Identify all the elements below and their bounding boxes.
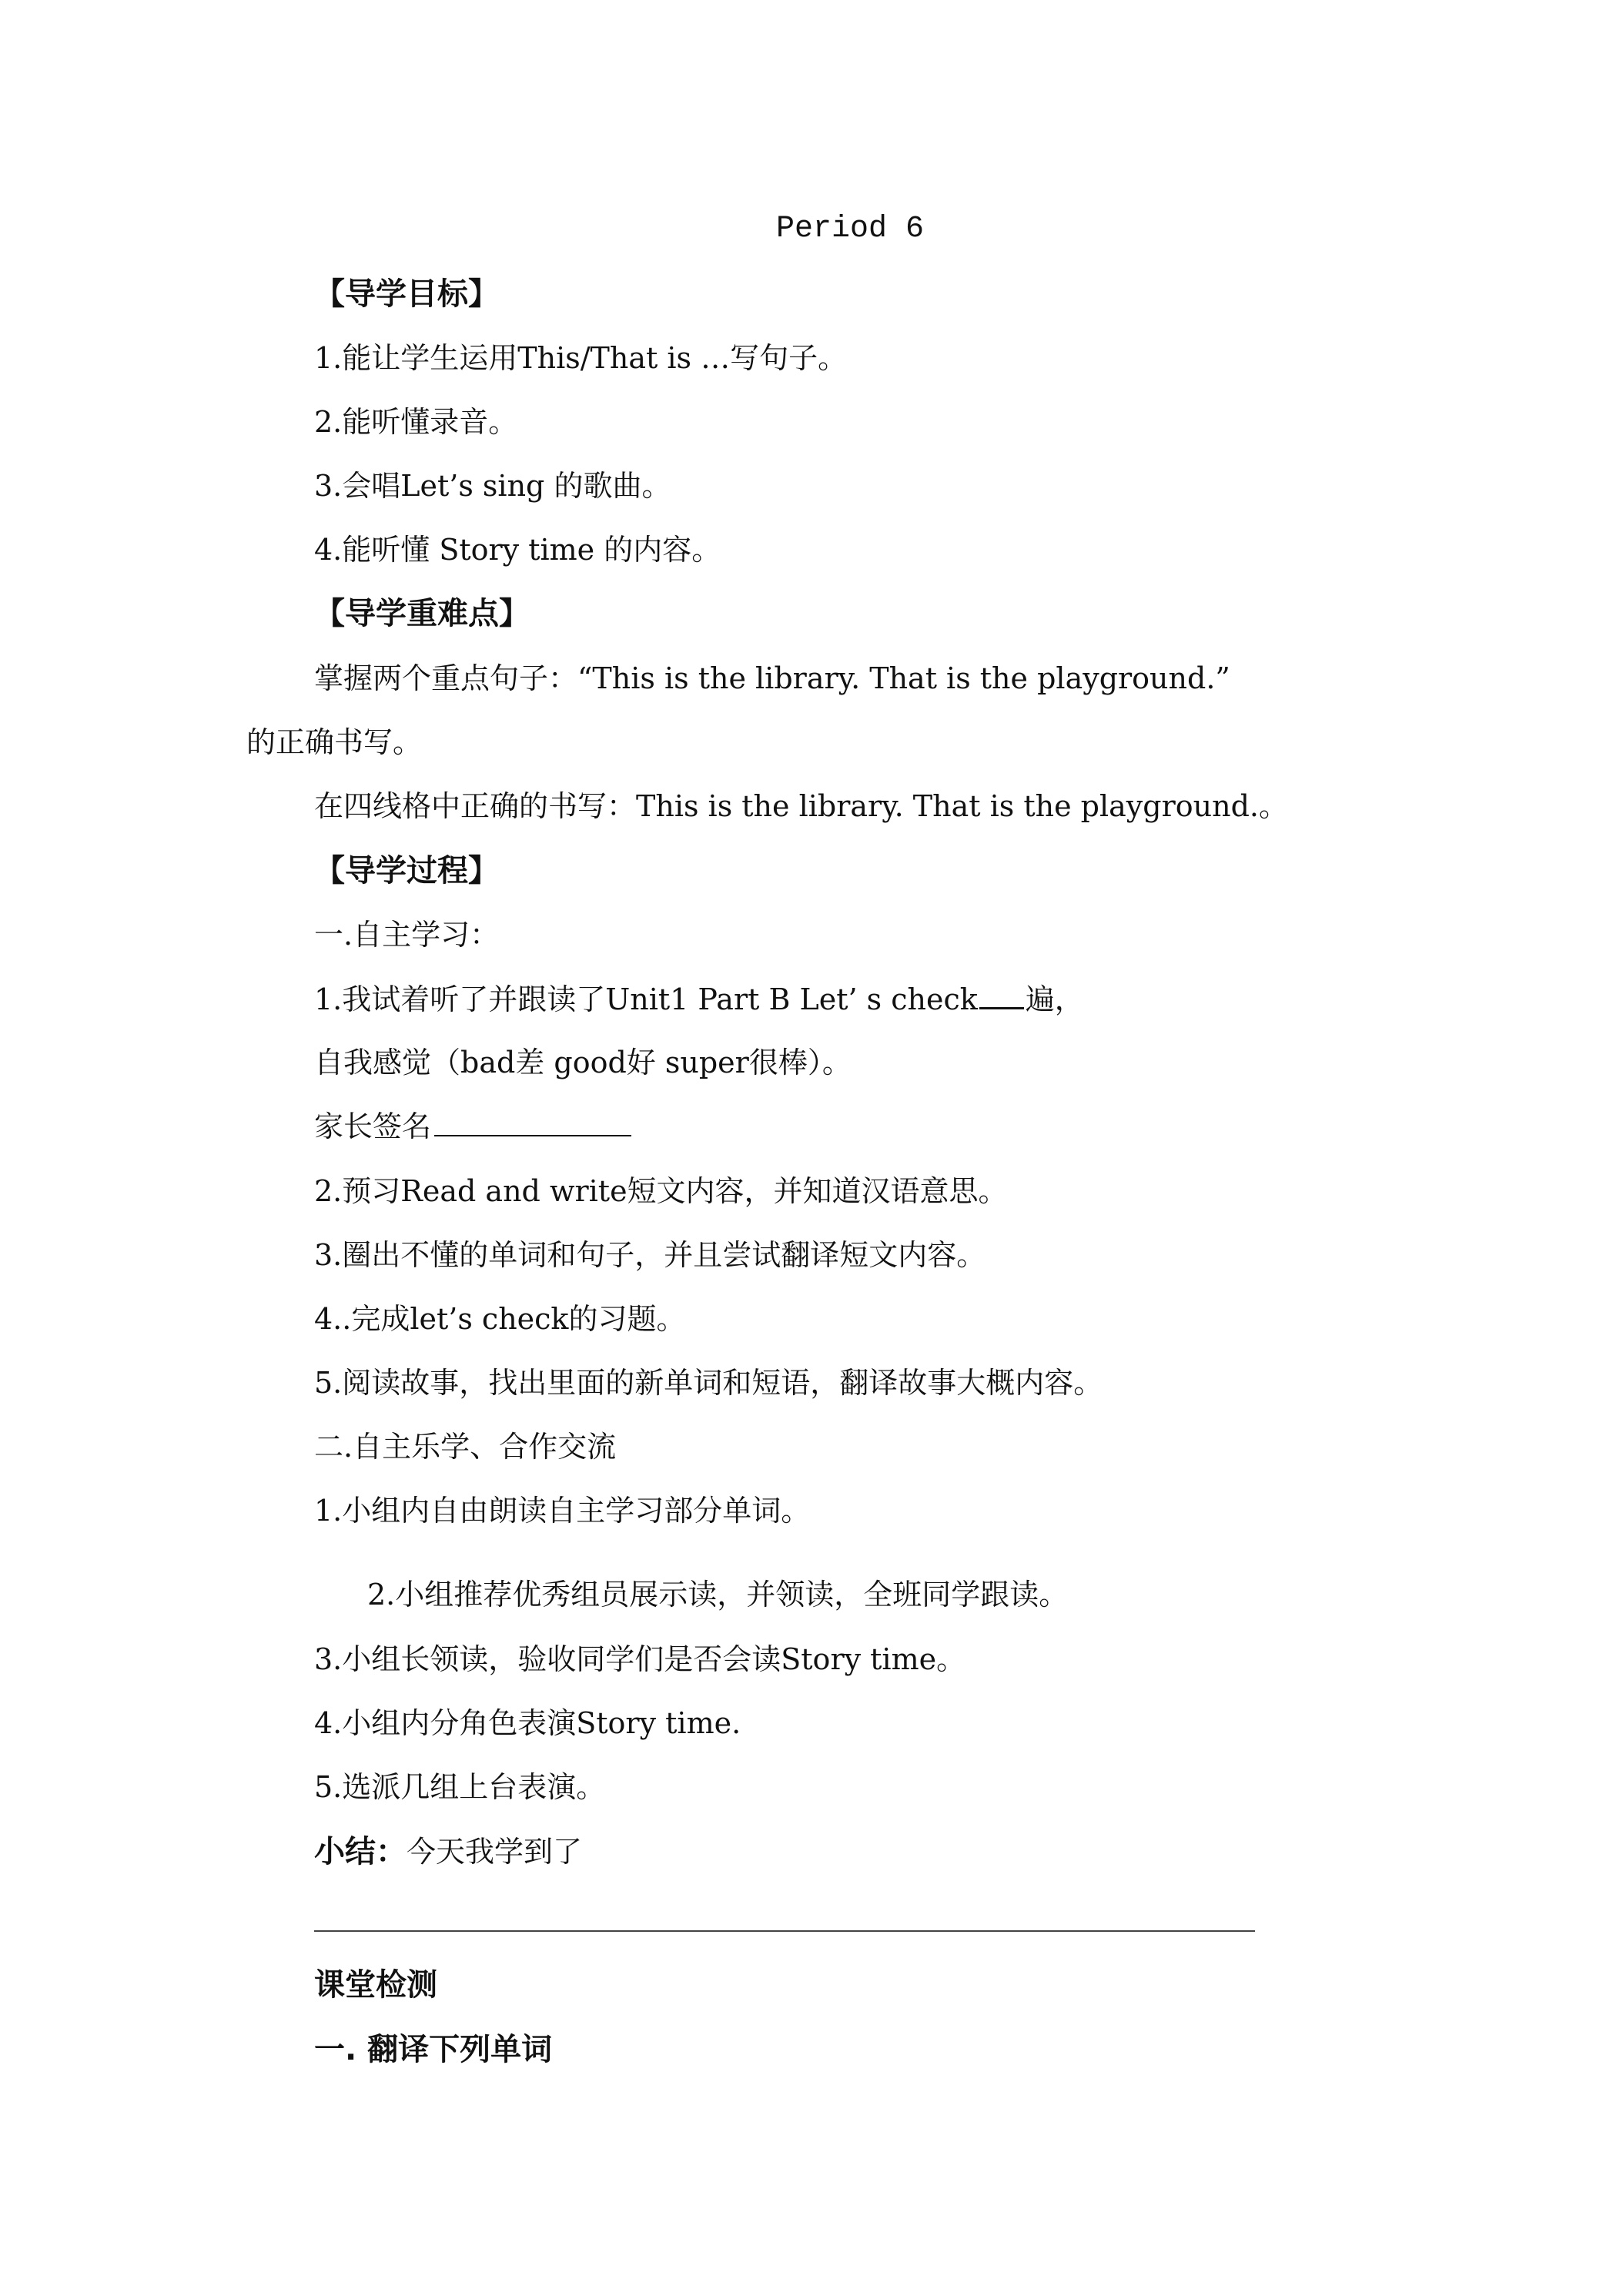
goal-item-2: 2.能听懂录音。 [314,405,518,439]
part2-heading: 二.自主乐学、合作交流 [314,1430,617,1464]
summary-text: 今天我学到了 [407,1835,583,1869]
process-item-5: 5.阅读故事，找出里面的新单词和短语，翻译故事大概内容。 [314,1366,1103,1400]
summary-answer-line[interactable] [314,1930,1255,1932]
page-title: Period 6 [776,212,925,246]
goal-item-1: 1.能让学生运用This/That is …写句子。 [314,341,848,375]
process-item-1 [314,979,1084,1019]
self-evaluation: 自我感觉（bad差 good好 super很棒）。 [314,1046,852,1079]
process-heading: 【导学过程】 [314,853,499,889]
process-item-1-text: 1.我试着听了并跟读了Unit1 Part B Let’ s check [314,982,978,1016]
goal-item-4: 4.能听懂 Story time 的内容。 [314,533,721,567]
process-item-3: 3.圈出不懂的单词和句子，并且尝试翻译短文内容。 [314,1238,986,1272]
quiz-heading: 课堂检测 [314,1967,437,2003]
key-points-line-3: 在四线格中正确的书写：This is the library. That is the playground.。 [314,789,1288,823]
process-item-2: 2.预习Read and write短文内容，并知道汉语意思。 [314,1174,1008,1208]
process-item-1-suffix: 遍， [1025,982,1084,1016]
goal-item-3: 3.会唱Let’s sing 的歌曲。 [314,469,671,503]
key-points-heading: 【导学重难点】 [314,596,530,631]
process-item-4: 4..完成let’s check的习题。 [314,1302,686,1336]
key-points-line-2: 的正确书写。 [246,725,423,759]
part1-heading: 一.自主学习： [314,918,500,952]
summary-row [314,1832,582,1871]
key-points-line-1: 掌握两个重点句子：“This is the library. That is the playground.” [314,661,1230,695]
parent-signature-blank[interactable] [434,1107,631,1136]
part2-item-1: 1.小组内自由朗读自主学习部分单词。 [314,1494,811,1528]
quiz-section-1: 一. 翻译下列单词 [314,2032,553,2067]
part2-item-5: 5.选派几组上台表演。 [314,1770,606,1804]
goals-heading: 【导学目标】 [314,276,499,312]
part2-item-4: 4.小组内分角色表演Story time. [314,1706,741,1740]
part2-item-3: 3.小组长领读，验收同学们是否会读Story time。 [314,1642,966,1676]
times-blank[interactable] [979,979,1024,1009]
parent-signature-row [314,1107,631,1146]
part2-item-2: 2.小组推荐优秀组员展示读，并领读，全班同学跟读。 [367,1578,1069,1612]
parent-signature-label: 家长签名 [314,1110,432,1143]
summary-label: 小结： [314,1834,407,1869]
